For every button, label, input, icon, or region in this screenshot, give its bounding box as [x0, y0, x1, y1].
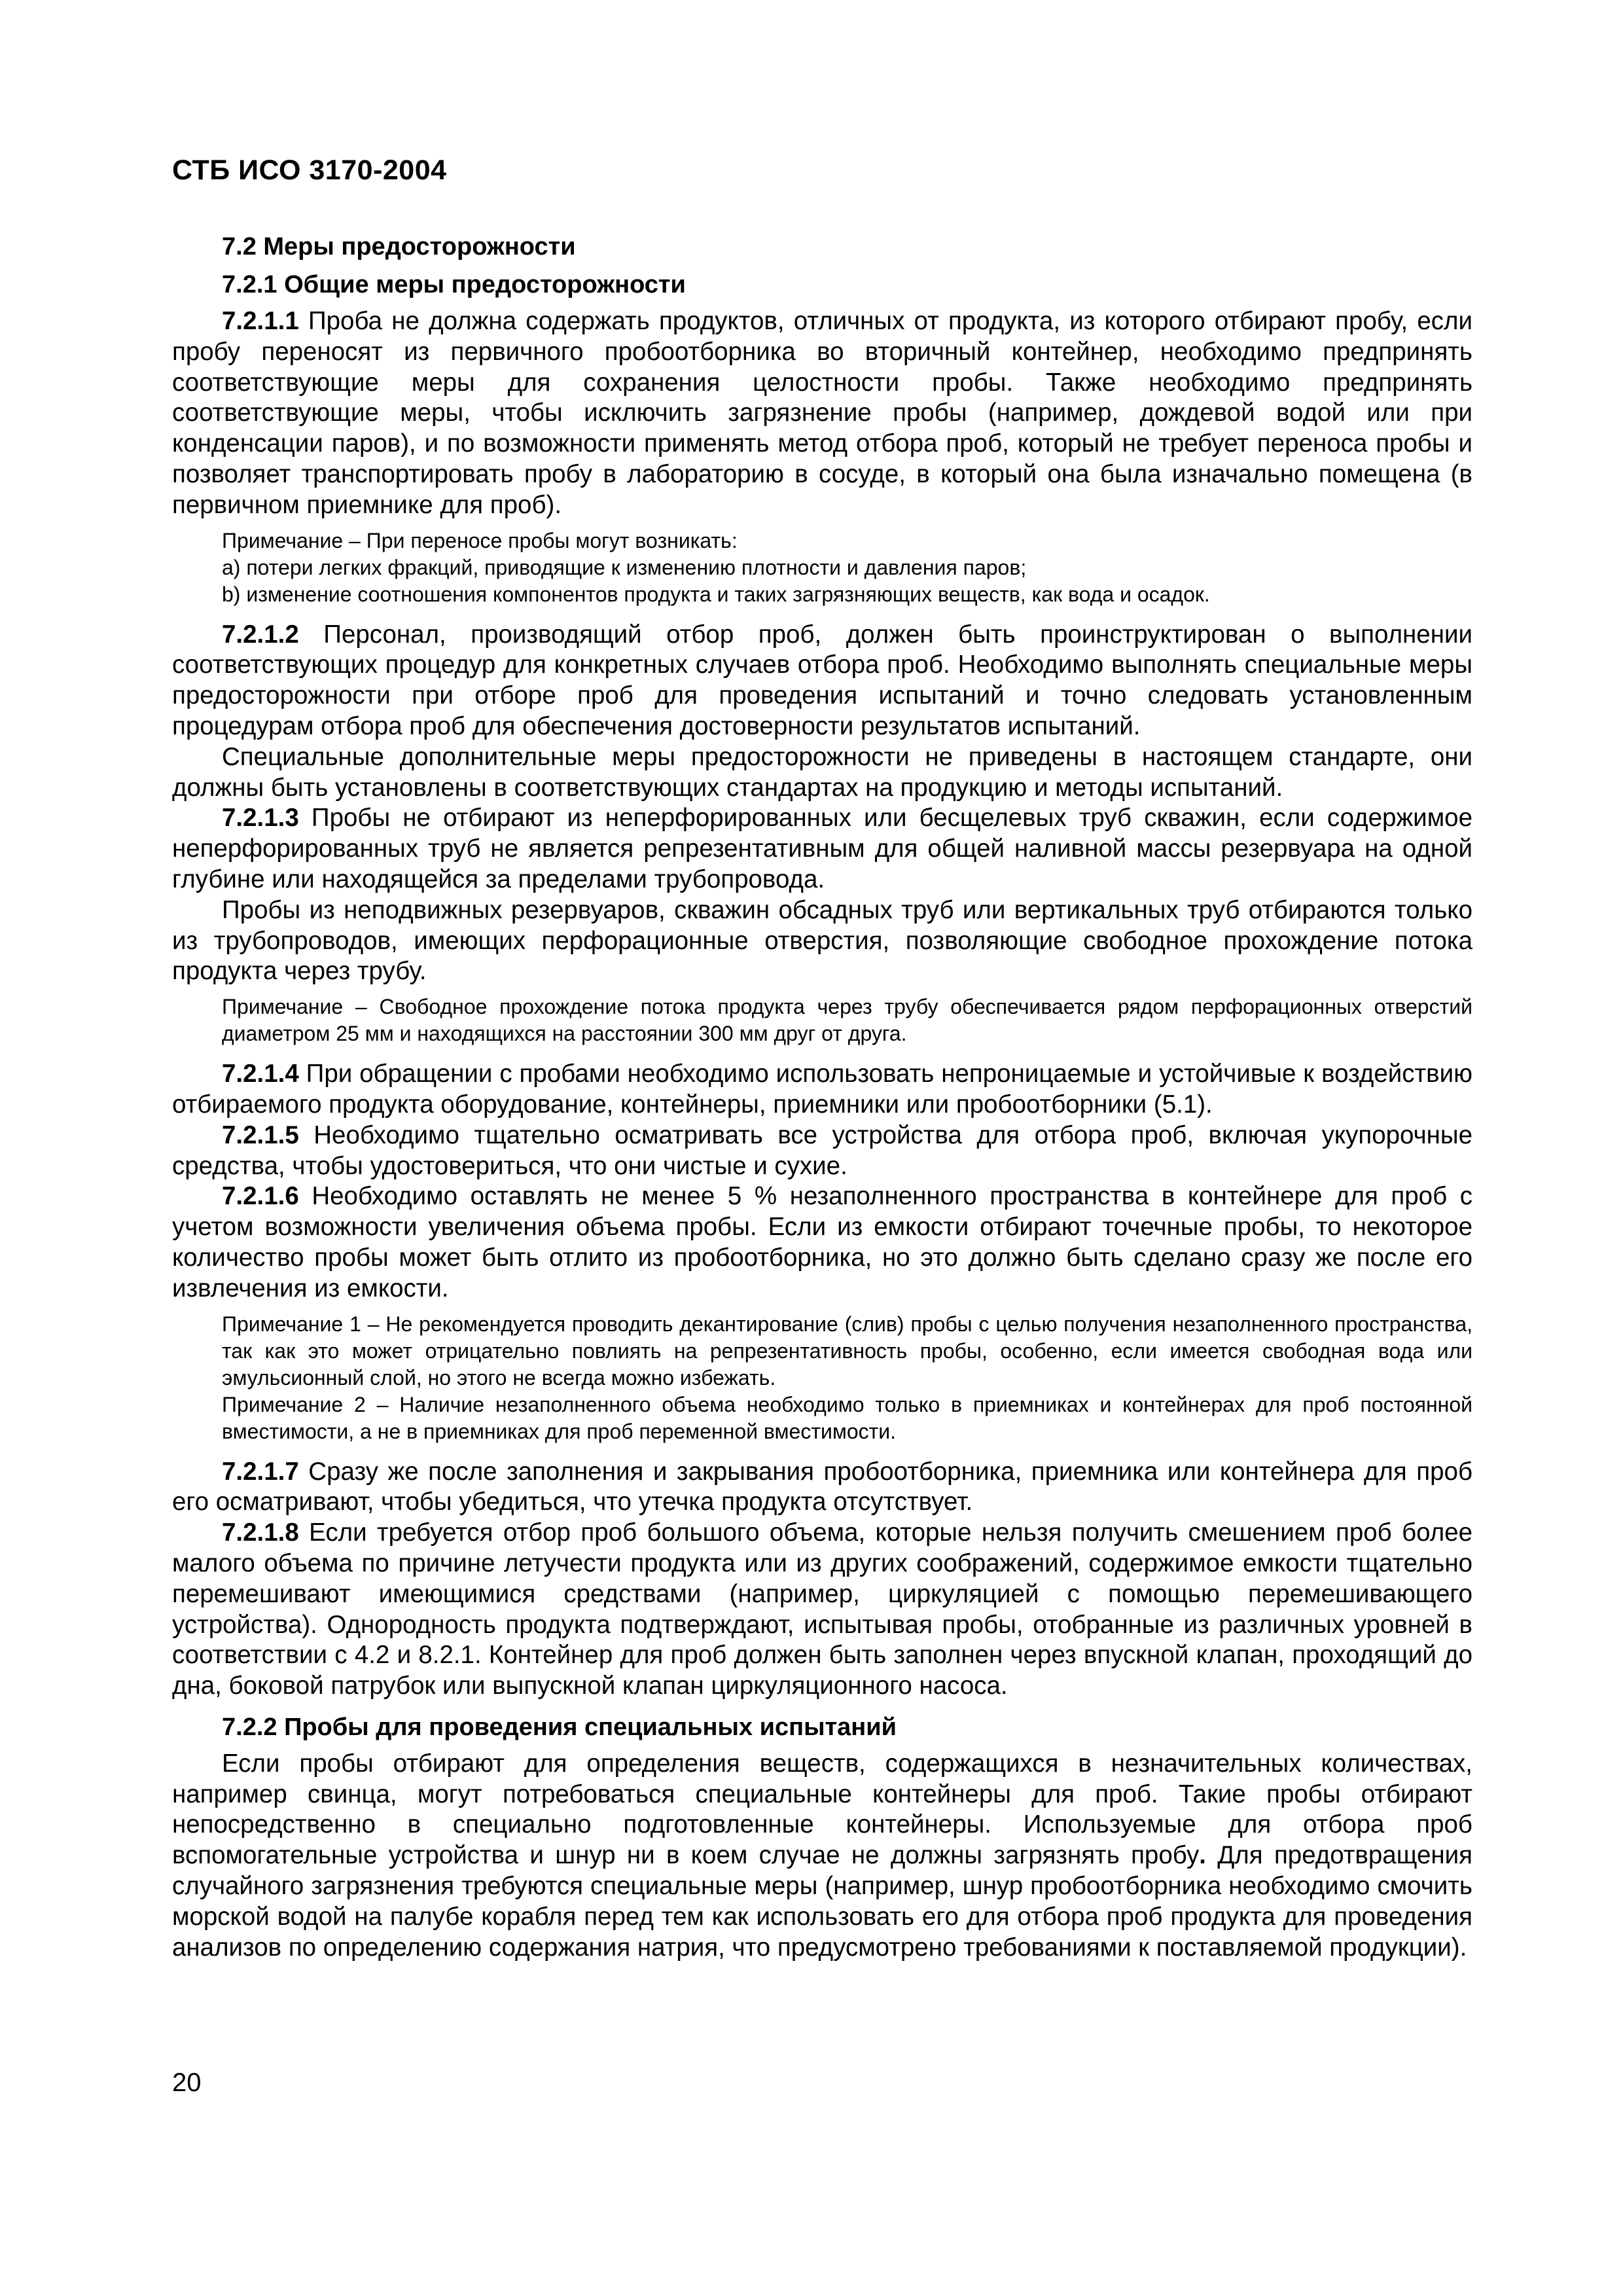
note-intro: Примечание – При переносе пробы могут возникать: — [222, 528, 738, 552]
clause-text: Необходимо тщательно осматривать все устройства для отбора проб, включая укупорочные средства, чтобы удостовериться, что они чистые и сухие. — [172, 1121, 1472, 1180]
paragraph-7-2-2 — [172, 1749, 1472, 1964]
note-block-2 — [172, 994, 1472, 1047]
note-2-ullage: Примечание 2 – Наличие незаполненного объема необходимо только в приемниках и контейнерах для проб постоянной вместимости, а не в приемниках для проб переменной вместимости. — [222, 1392, 1472, 1443]
paragraph-7-2-1-2 — [172, 620, 1472, 742]
page-number: 20 — [172, 2068, 202, 2097]
paragraph-7-2-1-4 — [172, 1059, 1472, 1121]
clause-number: 7.2.1.5 — [222, 1121, 299, 1149]
note-perforation: Примечание – Свободное прохождение потока продукта через трубу обеспечивается рядом перфорационных отверстий диаметром 25 мм и находящихся на расстоянии 300 мм друг от друга. — [222, 995, 1472, 1046]
note-block-1 — [172, 528, 1472, 608]
clause-text: Необходимо оставлять не менее 5 % незаполненного пространства в контейнере для проб с учетом возможности увеличения объема пробы. Если из емкости отбирают точечные пробы, то некоторое количество пробы может быть отлито из пробоотборника, но это должно быть сделано сразу же после его извлечения из емкости. — [172, 1182, 1472, 1302]
paragraph-7-2-1-1 — [172, 306, 1472, 521]
clause-text: Проба не должна содержать продуктов, отличных от продукта, из которого отбирают пробу, если пробу переносят из первичного пробоотборника во вторичный контейнер, необходимо предпринять соответствующие меры для сохранения целостности пробы. Также необходимо предпринять соответствующие меры, чтобы исключить загрязнение пробы (например, дождевой водой или при конденсации паров), и по возможности применять метод отбора проб, который не требует переноса пробы и позволяет транспортировать пробу в лабораторию в сосуде, в который она была изначально помещена (в первичном приемнике для проб). — [172, 307, 1472, 519]
paragraph-7-2-1-2-continued: Специальные дополнительные меры предосторожности не приведены в настоящем стандарте, они должны быть установлены в соответствующих стандартах на продукцию и методы испытаний. — [172, 742, 1472, 802]
document-header: СТБ ИСО 3170-2004 — [172, 154, 447, 186]
clause-number: 7.2.1.6 — [222, 1182, 299, 1211]
clause-text: Если требуется отбор проб большого объема, которые нельзя получить смешением проб более малого объема по причине летучести продукта или из других соображений, содержимое емкости тщательно перемешивают имеющимися средствами (например, циркуляцией с помощью перемешивающего устройства). Однородность продукта подтверждают, испытывая пробы, отобранные из различных уровней в соответствии с 4.2 и 8.2.1. Контейнер для проб должен быть заполнен через впускной клапан, проходящий до дна, боковой патрубок или выпускной клапан циркуляционного насоса. — [172, 1518, 1472, 1700]
note-1-decanting: Примечание 1 – Не рекомендуется проводить декантирование (слив) пробы с целью получения незаполненного пространства, так как это может отрицательно повлиять на репрезентативность пробы, особенно, если имеется свободная вода или эмульсионный слой, но этого не всегда можно избежать. — [222, 1312, 1472, 1390]
subsection-heading-7-2-2: 7.2.2 Пробы для проведения специальных испытаний — [222, 1713, 897, 1741]
page-body — [172, 230, 1472, 1963]
clause-number: 7.2.1.3 — [222, 804, 299, 833]
subsection-heading-7-2-1: 7.2.1 Общие меры предосторожности — [222, 271, 686, 298]
paragraph-7-2-1-3 — [172, 803, 1472, 895]
note-item-b: b) изменение соотношения компонентов продукта и таких загрязняющих веществ, как вода и осадок. — [222, 582, 1210, 606]
paragraph-text-part-2: Для предотвращения случайного загрязнения требуются специальные меры (например, шнур пробоотборника необходимо смочить морской водой на палубе корабля перед тем как использовать его для отбора проб продукта для проведения анализов по определению содержания натрия, что предусмотрено требованиями к поставляемой продукции). — [172, 1841, 1472, 1962]
note-block-3 — [172, 1311, 1472, 1445]
clause-text: Персонал, производящий отбор проб, должен быть проинструктирован о выполнении соответствующих процедур для конкретных случаев отбора проб. Необходимо выполнять специальные меры предосторожности при отборе проб для проведения испытаний и точно следовать установленным процедурам отбора проб для обеспечения достоверности результатов испытаний. — [172, 620, 1472, 740]
clause-number: 7.2.1.1 — [222, 307, 299, 335]
bold-period: . — [1199, 1841, 1206, 1870]
paragraph-7-2-1-3-continued: Пробы из неподвижных резервуаров, скважин обсадных труб или вертикальных труб отбираются только из трубопроводов, имеющих перфорационные отверстия, позволяющие свободное прохождение потока продукта через трубу. — [172, 895, 1472, 986]
clause-number: 7.2.1.7 — [222, 1457, 299, 1486]
paragraph-7-2-1-5 — [172, 1121, 1472, 1182]
clause-number: 7.2.1.8 — [222, 1518, 299, 1547]
section-heading-7-2: 7.2 Меры предосторожности — [222, 233, 576, 260]
clause-number: 7.2.1.4 — [222, 1060, 299, 1088]
clause-text: Пробы не отбирают из неперфорированных или бесщелевых труб скважин, если содержимое неперфорированных труб не является репрезентативным для общей наливной массы резервуара на одной глубине или находящейся за пределами трубопровода. — [172, 804, 1472, 893]
clause-text: При обращении с пробами необходимо использовать непроницаемые и устойчивые к воздействию отбираемого продукта оборудование, контейнеры, приемники или пробоотборники (5.1). — [172, 1060, 1472, 1119]
paragraph-7-2-1-7 — [172, 1457, 1472, 1518]
clause-text: Сразу же после заполнения и закрывания пробоотборника, приемника или контейнера для проб его осматривают, чтобы убедиться, что утечка продукта отсутствует. — [172, 1457, 1472, 1516]
paragraph-text-part-1: Если пробы отбирают для определения веществ, содержащихся в незначительных количествах, например свинца, могут потребоваться специальные контейнеры для проб. Такие пробы отбирают непосредственно в специально подготовленные контейнеры. Используемые для отбора проб вспомогательные устройства и шнур ни в коем случае не должны загрязнять пробу — [172, 1749, 1472, 1870]
paragraph-7-2-1-8 — [172, 1518, 1472, 1702]
clause-number: 7.2.1.2 — [222, 620, 299, 649]
note-item-a: а) потери легких фракций, приводящие к изменению плотности и давления паров; — [222, 555, 1027, 579]
paragraph-7-2-1-6 — [172, 1181, 1472, 1304]
